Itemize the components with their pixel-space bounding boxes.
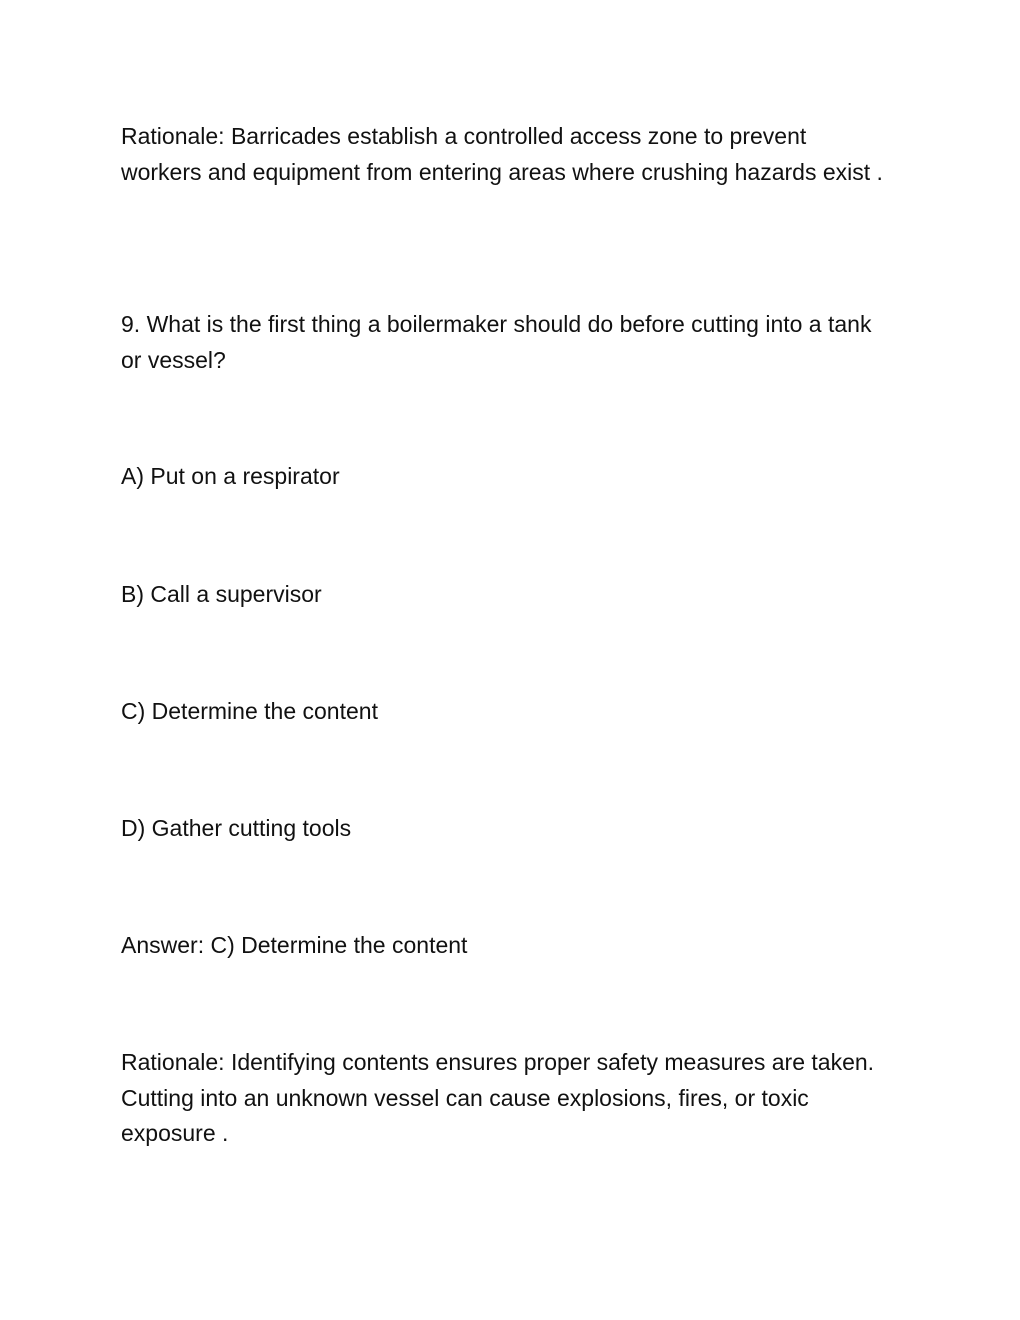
- option-c: C) Determine the content: [121, 698, 378, 724]
- previous-rationale-text: Rationale: Barricades establish a controlled access zone to prevent workers and equipment from entering areas where crushing hazards exist .: [121, 123, 883, 185]
- answer-text: Answer: C) Determine the content: [121, 932, 468, 958]
- option-d: D) Gather cutting tools: [121, 815, 352, 841]
- question-text: 9. What is the first thing a boilermaker should do before cutting into a tank or vessel?: [121, 311, 872, 373]
- option-a: A) Put on a respirator: [121, 463, 340, 489]
- rationale-text: Rationale: Identifying contents ensures proper safety measures are taken. Cutting into an unknown vessel can cause explosions, fires, or toxic exposure .: [121, 1049, 875, 1146]
- option-b: B) Call a supervisor: [121, 581, 322, 607]
